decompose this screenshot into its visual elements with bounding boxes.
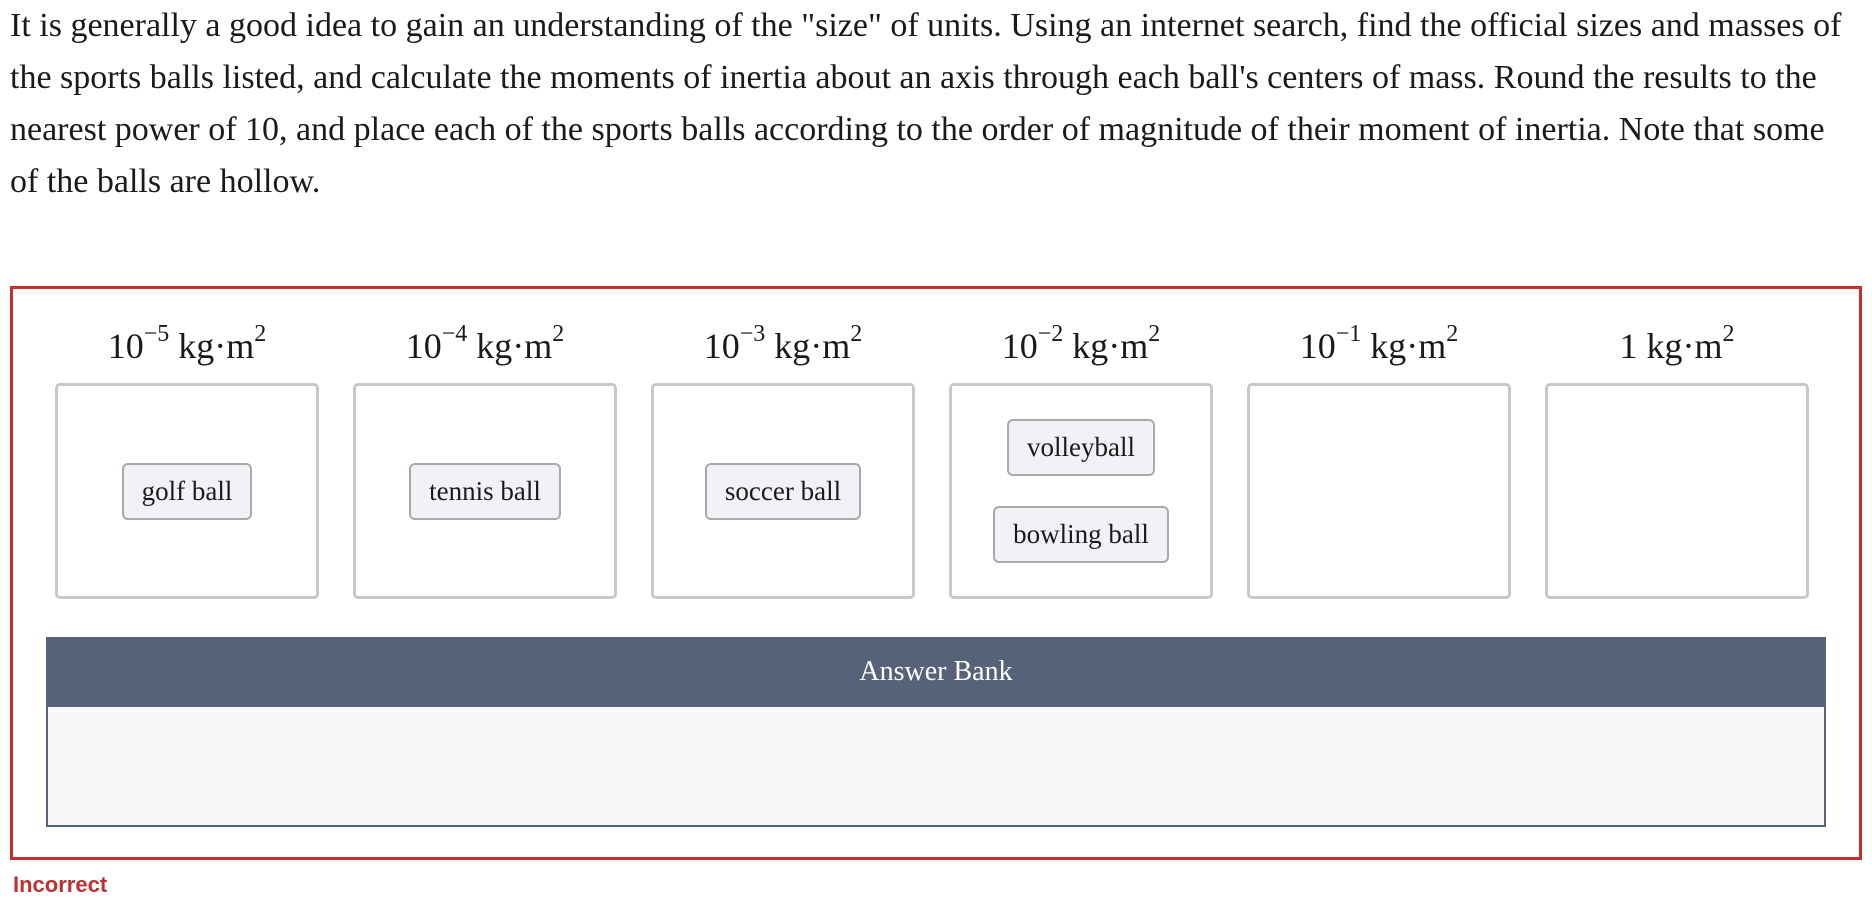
label-unit: kg·m: [1361, 326, 1447, 366]
label-unit-exponent: 2: [1446, 321, 1459, 347]
drop-zone[interactable]: [353, 383, 617, 599]
draggable-chip[interactable]: bowling ball: [993, 506, 1169, 563]
category-column: [1247, 323, 1511, 369]
label-unit-exponent: 2: [552, 321, 565, 347]
category-label: [55, 323, 319, 369]
label-exponent: −5: [143, 321, 170, 347]
category-column: [353, 321, 617, 506]
question-text: It is generally a good idea to gain an understanding of the "size" of units. Using an internet search, find the official sizes and masses of the sports balls listed, and calculate the moments of inertia about an axis through each ball's centers of mass. Round the results to the nearest power of 10, and place each of the sports balls according to the order of magnitude of their moment of inertia. Note that some of the balls are hollow.: [10, 7, 1842, 200]
category-column: [55, 321, 319, 506]
answer-bank-header: Answer Bank: [46, 637, 1826, 707]
label-unit: kg·m: [765, 326, 851, 366]
label-unit: kg·m: [1063, 326, 1149, 366]
category-column: [1545, 323, 1809, 369]
category-label: [1247, 323, 1511, 369]
drop-zone[interactable]: [1545, 383, 1809, 599]
label-base: 10: [405, 326, 442, 366]
label-unit: kg·m: [1637, 326, 1723, 366]
label-base: 10: [1299, 326, 1336, 366]
category-label: [949, 323, 1213, 369]
draggable-chip[interactable]: volleyball: [1007, 419, 1155, 476]
category-label: [353, 323, 617, 369]
answer-bank-dropzone[interactable]: [46, 707, 1826, 827]
label-unit-exponent: 2: [254, 321, 267, 347]
label-unit-exponent: 2: [1722, 321, 1735, 347]
drop-zone[interactable]: [949, 383, 1213, 599]
category-label: [651, 323, 915, 369]
label-base: 1: [1619, 326, 1638, 366]
status-message: Incorrect: [13, 872, 108, 897]
drop-zone[interactable]: [55, 383, 319, 599]
label-exponent: −1: [1335, 321, 1362, 347]
draggable-chip[interactable]: golf ball: [122, 463, 253, 520]
category-column: [949, 321, 1213, 549]
label-exponent: −2: [1037, 321, 1064, 347]
label-unit: kg·m: [467, 326, 553, 366]
draggable-chip[interactable]: tennis ball: [409, 463, 561, 520]
label-exponent: −3: [739, 321, 766, 347]
category-label: [1545, 323, 1809, 369]
label-exponent: −4: [441, 321, 468, 347]
label-unit: kg·m: [169, 326, 255, 366]
draggable-chip[interactable]: soccer ball: [705, 463, 861, 520]
drop-zone[interactable]: [1247, 383, 1511, 599]
label-base: 10: [703, 326, 740, 366]
category-column: [651, 321, 915, 506]
label-unit-exponent: 2: [850, 321, 863, 347]
label-unit-exponent: 2: [1148, 321, 1161, 347]
sorting-frame: [10, 286, 1862, 860]
label-base: 10: [1001, 326, 1038, 366]
drop-zone[interactable]: [651, 383, 915, 599]
label-base: 10: [107, 326, 144, 366]
